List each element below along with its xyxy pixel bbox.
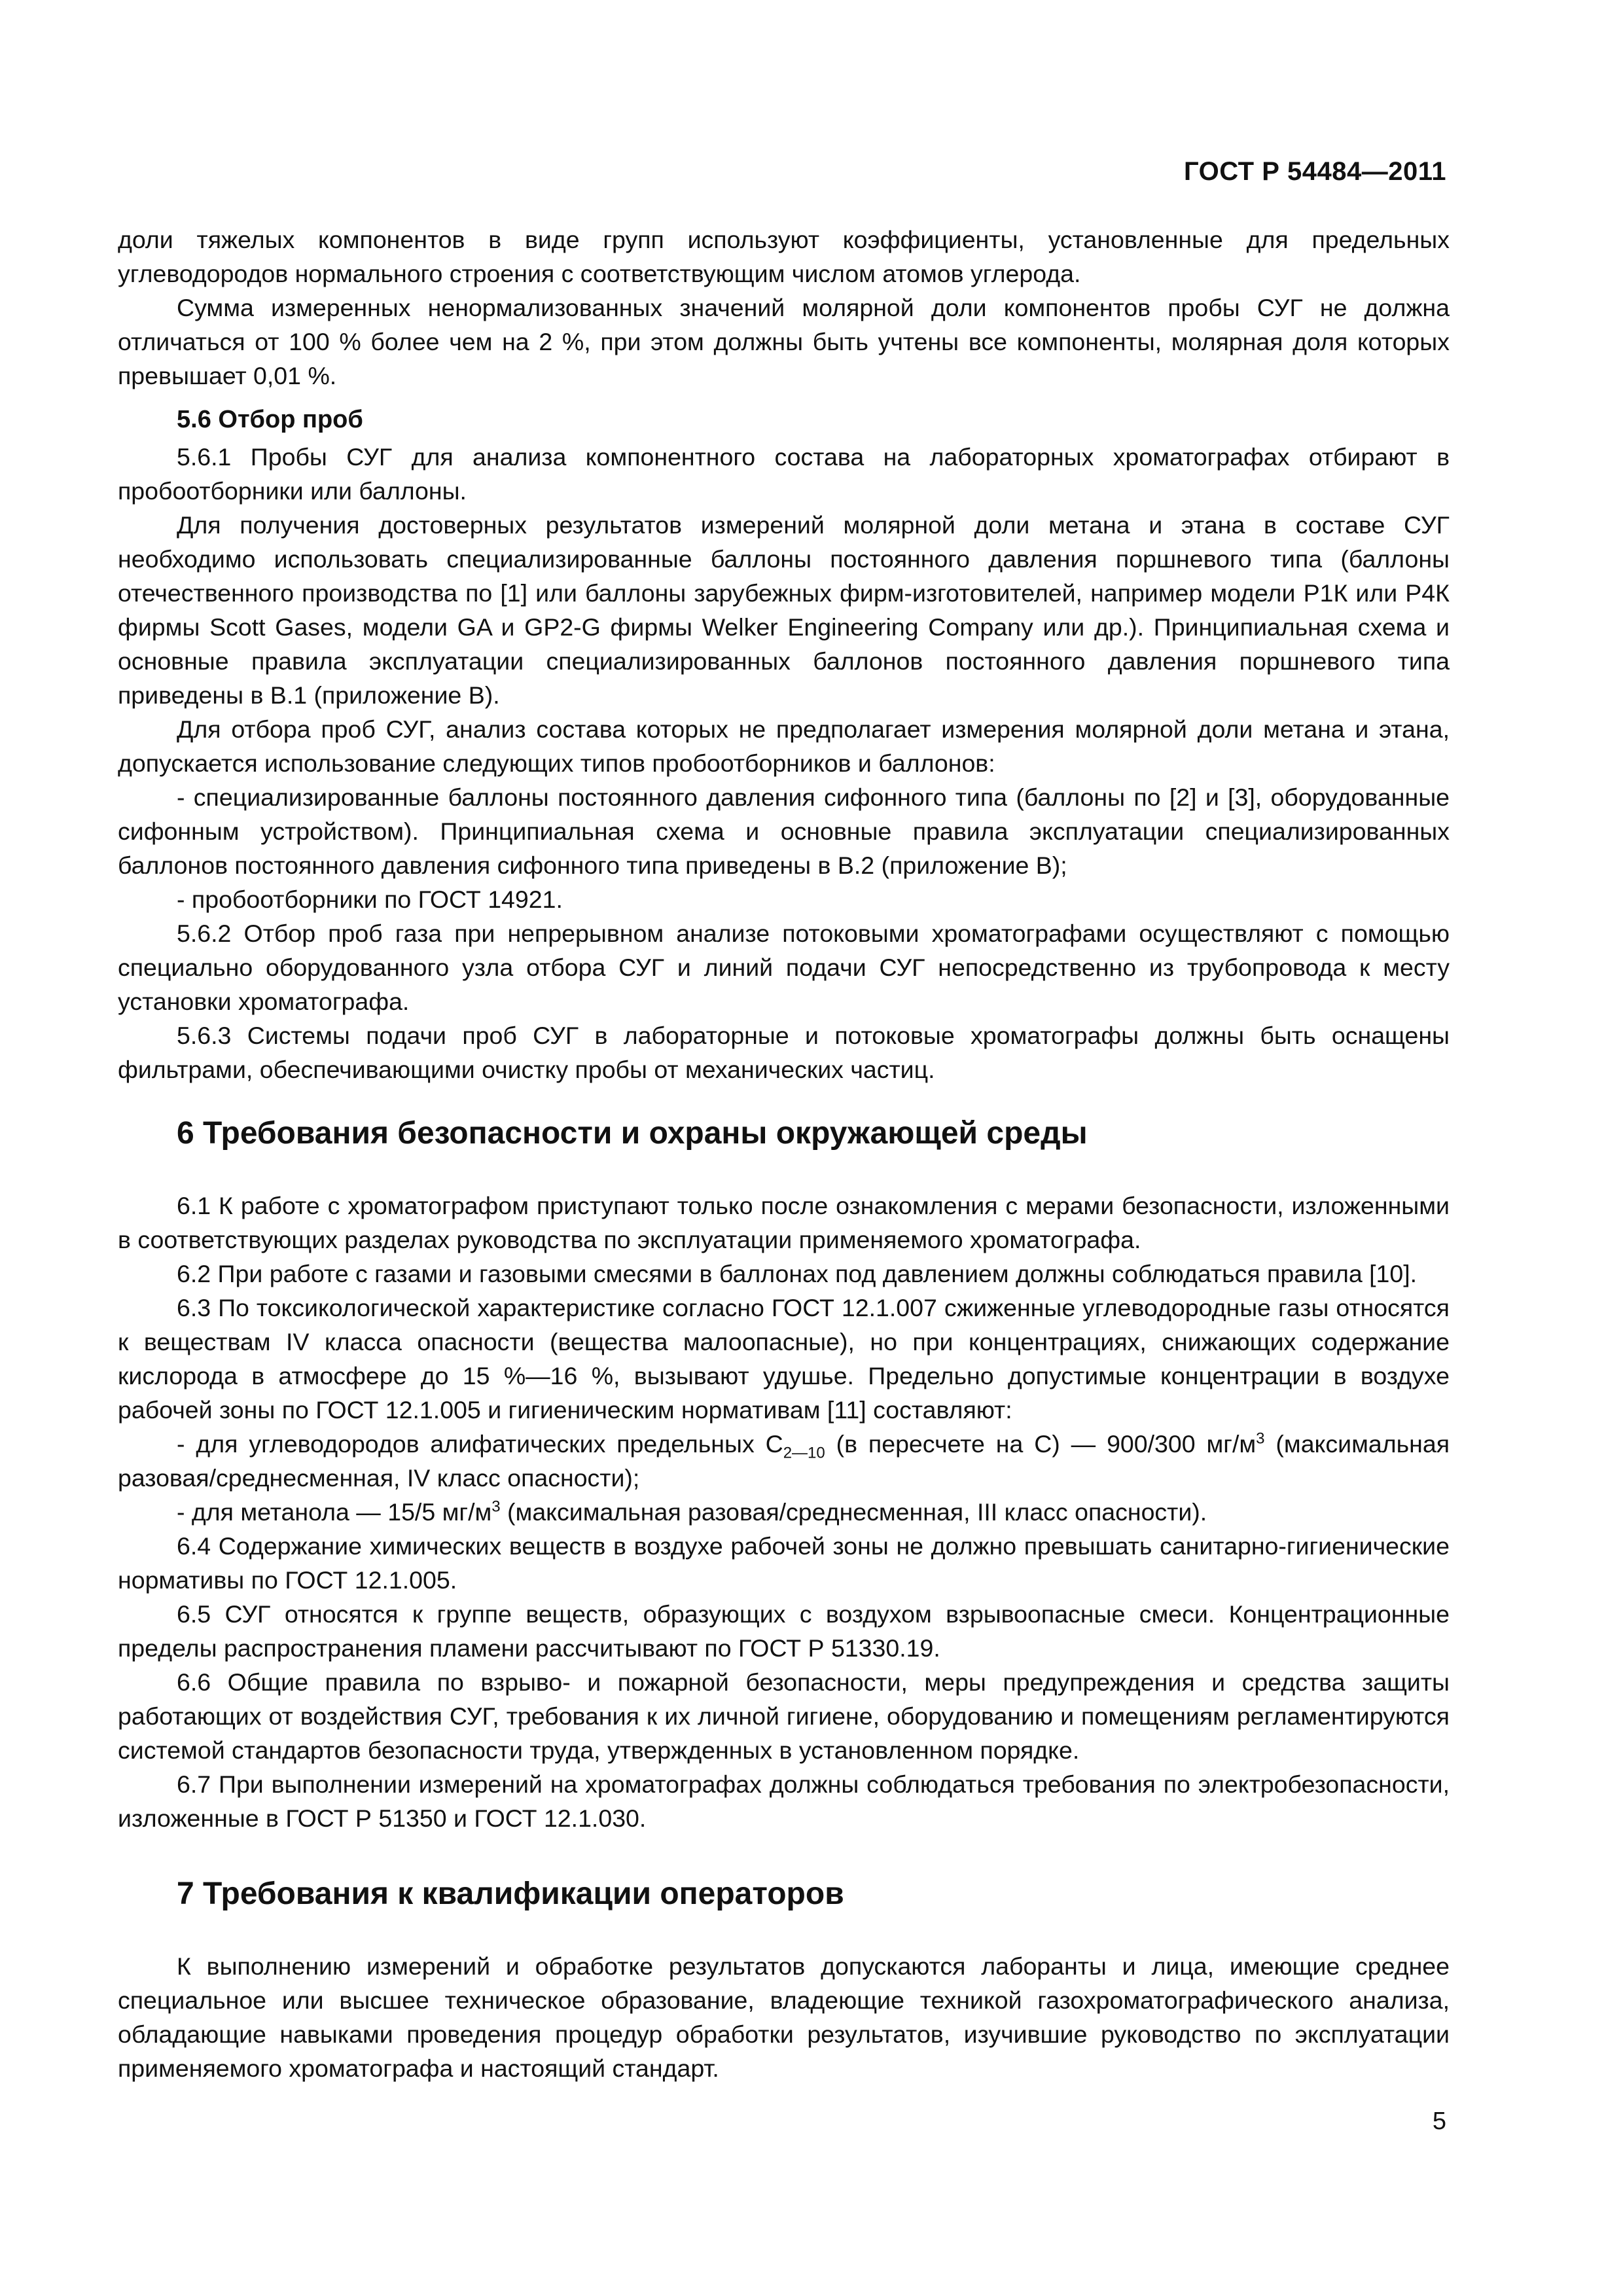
paragraph: Для отбора проб СУГ, анализ состава которых не предполагает измерения молярной доли метана и этана, допускается использование следующих типов пробоотборников и баллонов: [118, 715, 1450, 777]
document-header: ГОСТ Р 54484—2011 [1184, 157, 1446, 186]
paragraph: 5.6.1 Пробы СУГ для анализа компонентного состава на лабораторных хроматографах отбирают в пробоотборники или баллоны. [118, 443, 1450, 505]
list-item: - специализированные баллоны постоянного давления сифонного типа (баллоны по [2] и [3], оборудованные сифонным устройством). Принципиальная схема и основные правила эксплуатации специализированных баллонов постоянного давления сифонного типа приведены в В.2 (приложение В); [118, 783, 1450, 879]
section-heading: 7 Требования к квалификации операторов [177, 1876, 844, 1911]
paragraph: 6.7 При выполнении измерений на хроматографах должны соблюдаться требования по электробезопасности, изложенные в ГОСТ Р 51350 и ГОСТ 12.1.030. [118, 1770, 1450, 1832]
subsection-heading: 5.6 Отбор проб [177, 406, 363, 433]
paragraph: 5.6.2 Отбор проб газа при непрерывном анализе потоковыми хроматографами осуществляют с помощью специально оборудованного узла отбора СУГ и линий подачи СУГ непосредственно из трубопровода к месту установки хроматографа. [118, 920, 1450, 1015]
paragraph: 6.1 К работе с хроматографом приступают только после ознакомления с мерами безопасности, изложенными в соответствующих разделах руководства по эксплуатации применяемого хроматографа. [118, 1192, 1450, 1253]
text-run: - для метанола — 15/5 мг/м [177, 1498, 492, 1526]
paragraph: 6.3 По токсикологической характеристике согласно ГОСТ 12.1.007 сжиженные углеводородные газы относятся к веществам IV класса опасности (вещества малоопасные), но при концентрациях, снижающих содержание кислорода в атмосфере до 15 %—16 %, вызывают удушье. Предельно допустимые концентрации в воздухе рабочей зоны по ГОСТ 12.1.005 и гигиеническим нормативам [11] составляют: [118, 1294, 1450, 1424]
superscript: 3 [491, 1498, 501, 1516]
list-item [118, 1427, 1450, 1495]
paragraph: 5.6.3 Системы подачи проб СУГ в лабораторные и потоковые хроматографы должны быть оснащены фильтрами, обеспечивающими очистку пробы от механических частиц. [118, 1022, 1450, 1083]
paragraph: 6.2 При работе с газами и газовыми смесями в баллонах под давлением должны соблюдаться правила [10]. [177, 1260, 1418, 1287]
text-run: (максимальная разовая/среднесменная, IV класс опасности); [118, 1430, 1450, 1492]
paragraph: 6.4 Содержание химических веществ в воздухе рабочей зоны не должно превышать санитарно-гигиенические нормативы по ГОСТ 12.1.005. [118, 1532, 1450, 1594]
text-run: (в пересчете на С) — 900/300 мг/м [825, 1430, 1257, 1458]
paragraph: К выполнению измерений и обработке результатов допускаются лаборанты и лица, имеющие среднее специальное или высшее техническое образование, владеющие техникой газохроматографического анализа, обладающие навыками проведения процедур обработки результатов, изучившие руководство по эксплуатации применяемого хроматографа и настоящий стандарт. [118, 1952, 1450, 2082]
paragraph: Сумма измеренных ненормализованных значений молярной доли компонентов пробы СУГ не должна отличаться от 100 % более чем на 2 %, при этом должны быть учтены все компоненты, молярная доля которых превышает 0,01 %. [118, 294, 1450, 389]
paragraph: Для получения достоверных результатов измерений молярной доли метана и этана в составе СУГ необходимо использовать специализированные баллоны постоянного давления поршневого типа (баллоны отечественного производства по [1] или баллоны зарубежных фирм-изготовителей, например модели Р1К или Р4К фирмы Scott Gases, модели GA и GP2-G фирмы Welker Engineering Company или др.). Принципиальная схема и основные правила эксплуатации специализированных баллонов постоянного давления поршневого типа приведены в В.1 (приложение В). [118, 511, 1450, 709]
paragraph: доли тяжелых компонентов в виде групп используют коэффициенты, установленные для предельных углеводородов нормального строения с соответствующим числом атомов углерода. [118, 226, 1450, 287]
page-number: 5 [1432, 2108, 1446, 2135]
document-body [118, 223, 1450, 2085]
list-item [118, 1495, 1450, 1529]
text-run: (максимальная разовая/среднесменная, III класс опасности). [500, 1498, 1207, 1526]
subscript: 2—10 [783, 1444, 825, 1462]
superscript: 3 [1256, 1429, 1265, 1448]
list-item: - пробоотборники по ГОСТ 14921. [177, 886, 563, 913]
text-run: - для углеводородов алифатических предельных С [177, 1430, 783, 1458]
paragraph: 6.6 Общие правила по взрыво- и пожарной безопасности, меры предупреждения и средства защиты работающих от воздействия СУГ, требования к их личной гигиене, оборудованию и помещениям регламентируются системой стандартов безопасности труда, утвержденных в установленном порядке. [118, 1668, 1450, 1764]
paragraph: 6.5 СУГ относятся к группе веществ, образующих с воздухом взрывоопасные смеси. Концентрационные пределы распространения пламени рассчитывают по ГОСТ Р 51330.19. [118, 1600, 1450, 1662]
section-heading: 6 Требования безопасности и охраны окружающей среды [177, 1116, 1088, 1151]
